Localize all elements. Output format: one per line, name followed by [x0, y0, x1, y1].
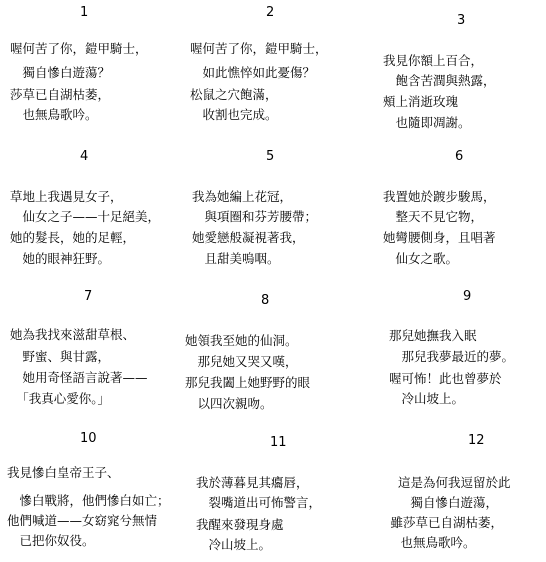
stanza-line: 莎草已自湖枯萎，	[10, 87, 111, 102]
stanza-line: 已把你奴役。	[7, 533, 95, 548]
stanza-line: 她彎腰側身，且唱著	[383, 230, 496, 245]
stanza-line: 「我真心愛你。」	[10, 391, 111, 406]
stanza-line: 整天不見它物，	[383, 209, 484, 224]
stanza-line: 也無鳥歌吟。	[10, 107, 98, 122]
stanza-line: 與項圈和芬芳腰帶；	[192, 209, 318, 224]
stanza-line: 雖莎草已自湖枯萎，	[378, 515, 504, 530]
stanza-line: 仙女之子——十足絕美，	[10, 209, 161, 224]
stanza-number: 12	[468, 433, 485, 448]
stanza-line: 她用奇怪語言說著——	[10, 370, 148, 385]
stanza-line: 她領我至她的仙洞。	[185, 333, 298, 348]
stanza-line: 喔可怖！此也曾夢於	[389, 371, 502, 386]
stanza-line: 我醒來發現身處	[196, 517, 284, 532]
stanza-number: 1	[80, 5, 89, 20]
stanza-line: 獨自慘白遊蕩？	[10, 65, 111, 80]
stanza-line: 慘白戰將，他們慘白如亡；	[7, 493, 170, 508]
stanza-line: 我置她於踱步駿馬，	[383, 189, 496, 204]
stanza-line: 我為她編上花冠，	[192, 189, 293, 204]
stanza-line: 喔何苦了你，鎧甲騎士，	[10, 41, 148, 56]
stanza-number: 5	[266, 149, 275, 164]
stanza-line: 喔何苦了你，鎧甲騎士，	[190, 41, 328, 56]
stanza-line: 那兒我闔上她野野的眼	[185, 375, 311, 390]
stanza-number: 8	[261, 293, 270, 308]
stanza-line: 仙女之歌。	[383, 251, 459, 266]
stanza-line: 草地上我遇見女子，	[10, 189, 123, 204]
stanza-line: 我於薄暮見其癟唇，	[196, 475, 309, 490]
stanza-line: 飽含苦潤與熱露，	[383, 73, 496, 88]
stanza-line: 以四次親吻。	[185, 396, 273, 411]
stanza-number: 4	[80, 149, 89, 164]
stanza-line: 且甜美嗚咽。	[192, 251, 280, 266]
stanza-line: 裂嘴道出可怖警言，	[196, 495, 322, 510]
stanza-number: 9	[463, 289, 472, 304]
stanza-line: 那兒我夢最近的夢。	[389, 349, 515, 364]
stanza-line: 野蜜、與甘露，	[10, 349, 111, 364]
stanza-number: 2	[266, 5, 275, 20]
stanza-line: 他們喊道——女窈窕兮無情	[7, 513, 158, 528]
stanza-number: 11	[270, 435, 287, 450]
stanza-line: 獨自慘白遊蕩，	[398, 495, 499, 510]
stanza-line: 我見慘白皇帝王子、	[7, 465, 120, 480]
stanza-line: 如此憔悴如此憂傷？	[190, 65, 316, 80]
stanza-line: 她的髮長，她的足輕，	[10, 230, 136, 245]
stanza-line: 她愛戀般凝視著我，	[192, 230, 305, 245]
stanza-line: 松鼠之穴飽滿，	[190, 87, 278, 102]
stanza-line: 也無鳥歌吟。	[388, 535, 476, 550]
stanza-line: 我見你額上百合，	[383, 53, 484, 68]
stanza-line: 冷山坡上。	[389, 391, 465, 406]
stanza-line: 頰上消逝玫瑰	[383, 94, 459, 109]
stanza-number: 3	[457, 13, 466, 28]
stanza-line: 那兒她又哭又嘆，	[185, 354, 298, 369]
stanza-number: 10	[80, 431, 97, 446]
stanza-number: 6	[455, 149, 464, 164]
stanza-line: 收割也完成。	[190, 107, 278, 122]
stanza-number: 7	[84, 289, 93, 304]
stanza-line: 那兒她撫我入眠	[389, 328, 477, 343]
stanza-line: 這是為何我逗留於此	[398, 475, 511, 490]
stanza-line: 冷山坡上。	[196, 537, 272, 552]
stanza-line: 她為我找來滋甜草根、	[10, 327, 136, 342]
stanza-line: 她的眼神狂野。	[10, 251, 111, 266]
stanza-line: 也隨即凋謝。	[383, 115, 471, 130]
